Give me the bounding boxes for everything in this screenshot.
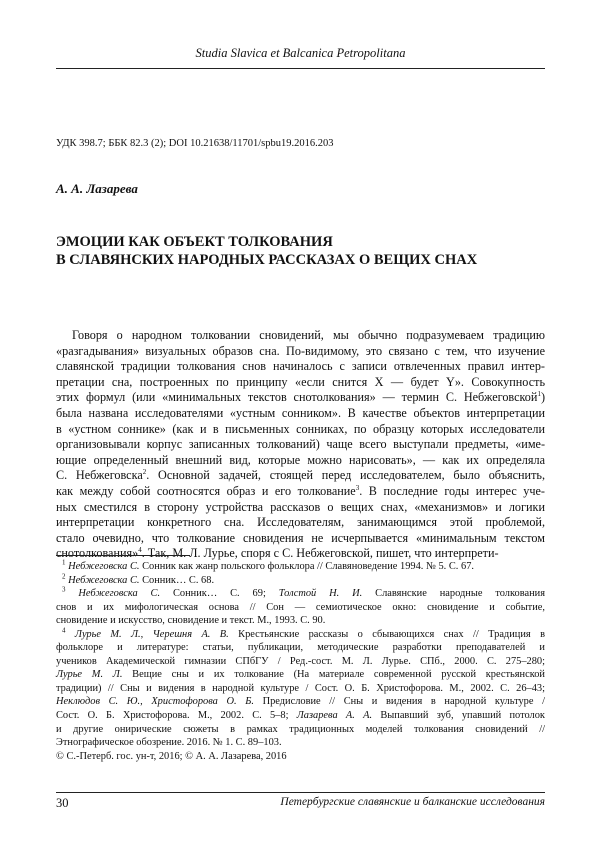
- body-line: славянской традиции толкования снов начиналось с записи отвлеченных правил интер-: [56, 359, 545, 374]
- footnote-text: Выпавший зуб, упавший потолок: [372, 710, 545, 722]
- footnote-text: Сонник как жанр польского фольклора // Славяноведение 1994. № 5. С. 67.: [139, 561, 474, 572]
- footer-rule: [56, 792, 545, 793]
- body-line: организовывали корпус записанных толкований) чаще всего выступали предметы, «име-: [56, 437, 545, 452]
- footnote-separator: [56, 555, 190, 556]
- footnote-line: традиции) // Сны и видения в народной культуре / Сост. О. Б. Христофорова. М., 2002. С. 26–43;: [56, 682, 545, 694]
- footnote-author: Лурье М. Л., Черешня А. В.: [74, 628, 229, 640]
- copyright-line: © С.-Петерб. гос. ун-т, 2016; © А. А. Лазарева, 2016: [56, 750, 287, 762]
- body-line: интерпретации конкретного сна. Исследователям, занимающимся этой проблемой,: [56, 515, 545, 530]
- page-number: 30: [56, 796, 69, 810]
- title-line-2: В СЛАВЯНСКИХ НАРОДНЫХ РАССКАЗАХ О ВЕЩИХ СНАХ: [56, 252, 478, 268]
- body-line-text: . В последние годы интерес уче-: [359, 483, 545, 498]
- footnote-1: [56, 560, 545, 574]
- body-line: ющие определенный внешний вид, которые можно нарисовать», — как их определяла: [56, 452, 545, 467]
- body-line-text: . Так, М. Л. Лурье, споря с С. Небжеговской, пишет, что интерпрети-: [141, 546, 499, 561]
- footnote-number: 4: [62, 626, 66, 635]
- footnote-author: Лурье М. Л.: [56, 669, 123, 681]
- footnote-text: Славянские народные толкования: [362, 588, 545, 600]
- body-line: в «устном соннике» (как и в письменных сонниках, по образцу которых исследователи: [56, 421, 545, 436]
- body-line: ных сместился в сторону устройства рассказов о вещих снах, «механизмов» и логики: [56, 499, 545, 514]
- footnote-author: Лазарева А. А.: [296, 710, 373, 722]
- footnotes: [56, 560, 545, 763]
- footnote-line: фольклоре и литературе: статьи, публикации, методические разработки преподавателей и: [56, 642, 545, 654]
- body-line-text: снотолкования»: [56, 546, 139, 561]
- footnote-2: [56, 574, 545, 588]
- footnote-ref: 1: [537, 390, 541, 399]
- footnote-number: 3: [62, 585, 66, 594]
- footnote-line: сновидение и искусство, сновидение и текст. М., 1993. С. 90.: [56, 615, 326, 627]
- footnote-text: Сонник… С. 69;: [160, 588, 279, 600]
- body-line: этих формул (или «минимальных текстов снотолкования» — термин С. Небжеговской$^1$): [56, 390, 545, 405]
- header-rule: [56, 68, 545, 69]
- footnote-number: 2: [62, 572, 66, 581]
- body-line: стало очевидно, что толкование сновидения не исчерпывается «минимальным текстом: [56, 530, 545, 545]
- body-line: [56, 468, 545, 484]
- footnote-line: [56, 695, 545, 709]
- body-line: [56, 484, 545, 500]
- footnote-author: Небжеговска С.: [68, 561, 140, 572]
- article-body: [56, 328, 545, 562]
- footnote-line: учеников Академической гимназии СПбГУ / Ред.-сост. М. Л. Лурье. СПб., 2000. С. 275–280;: [56, 655, 545, 667]
- footnote-text: Сонник… С. 68.: [139, 574, 215, 586]
- body-line: «разгадывания» визуальных образов сна. По-видимому, это связано с тем, что изучение: [56, 343, 545, 358]
- footnote-line: [56, 709, 545, 723]
- footnote-ref: 3: [355, 483, 360, 492]
- udk-line: УДК 398.7; ББК 82.3 (2); DOI 10.21638/11701/spbu19.2016.203: [56, 138, 334, 149]
- footnote-ref: 2: [142, 468, 147, 477]
- footnote-text: Предисловие // Сны и видения в народной культуре /: [253, 696, 545, 708]
- footnote-author: Толстой Н. И.: [278, 588, 363, 600]
- article-title: [56, 233, 556, 269]
- footnote-author: Небжеговска С.: [78, 588, 161, 600]
- footnote-4: [56, 628, 545, 642]
- footnote-text: Сост. О. Б. Христофорова. М., 2002. С. 5–8;: [56, 710, 297, 722]
- footnote-line: [56, 668, 545, 682]
- running-header: Studia Slavica et Balcanica Petropolitana: [195, 46, 406, 60]
- footnote-line: и другие онирические сюжеты в рамках традиционных моделей толкования сновидений //: [56, 723, 545, 735]
- running-footer: Петербургские славянские и балканские исследования: [280, 796, 545, 808]
- body-line-text: этих формул (или «минимальных текстов снотолкования» — термин С. Небжеговской: [56, 390, 538, 405]
- footnote-3: [56, 587, 545, 601]
- body-line-text: как между собой соотносятся образ и его толкование: [56, 483, 356, 498]
- footnote-author: Небжеговска С.: [68, 574, 140, 586]
- footnote-author: Неклюдов С. Ю., Христофорова О. Б.: [56, 696, 254, 708]
- footnote-ref: 4: [138, 546, 142, 555]
- footnote-line: снов и их мифологическая основа // Сон — семиотическое окно: сновидение и событие,: [56, 601, 545, 613]
- footnote-text: Крестьянские рассказы о сбывающихся снах // Традиция в: [228, 628, 545, 640]
- body-line: была названа исследователями «устным сонником». В качестве объектов интерпретации: [56, 405, 545, 420]
- body-line-text: С. Небжеговска: [56, 468, 143, 483]
- body-line-text: . Основной задачей, стоящей перед исследователем, было объяснить,: [146, 468, 545, 483]
- footnote-text: Вещие сны и их толкование (На материале современной русской крестьянской: [122, 669, 545, 681]
- body-line: Говоря о народном толковании сновидений, мы обычно подразумеваем традицию: [72, 328, 545, 342]
- body-line: претации сна, построенных по принципу «если снится X — будет Y». Совокупность: [56, 374, 545, 389]
- article-author: А. А. Лазарева: [56, 181, 138, 196]
- footnote-line: Этнографическое обозрение. 2016. № 1. С. 89–103.: [56, 737, 282, 749]
- title-line-1: ЭМОЦИИ КАК ОБЪЕКТ ТОЛКОВАНИЯ: [56, 234, 333, 250]
- footnote-number: 1: [62, 558, 66, 567]
